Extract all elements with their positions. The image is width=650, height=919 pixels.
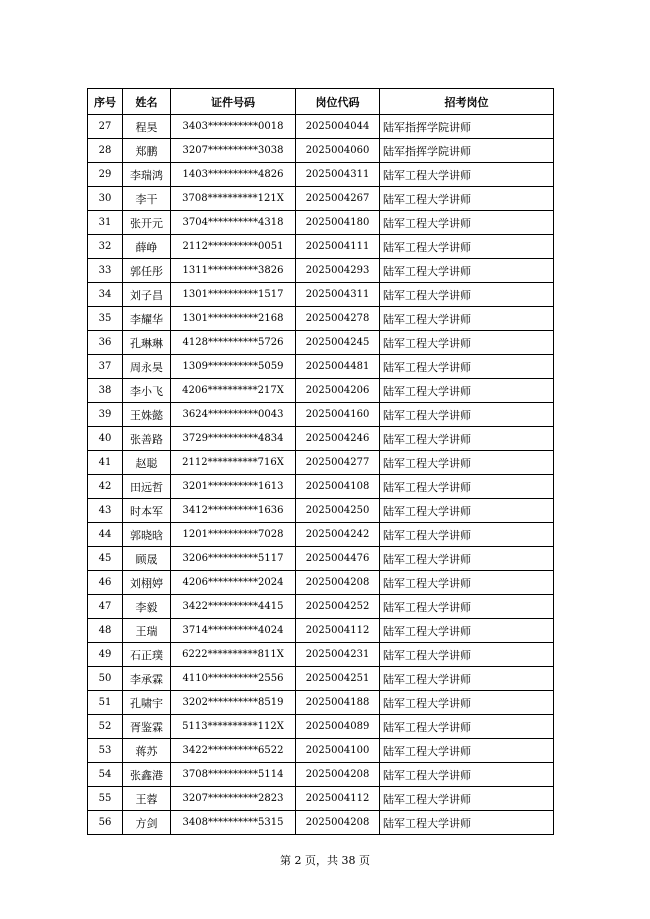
row-index: 56	[88, 811, 123, 835]
row-name: 李承霖	[123, 667, 171, 691]
row-index: 33	[88, 259, 123, 283]
row-name: 李毅	[123, 595, 171, 619]
row-index: 36	[88, 331, 123, 355]
row-index: 38	[88, 379, 123, 403]
row-index: 50	[88, 667, 123, 691]
row-name: 顾晟	[123, 547, 171, 571]
row-post-title: 陆军工程大学讲师	[380, 211, 554, 235]
row-name: 李干	[123, 187, 171, 211]
row-post-title: 陆军工程大学讲师	[380, 475, 554, 499]
row-name: 王蓉	[123, 787, 171, 811]
row-post-code: 2025004267	[296, 187, 380, 211]
table-row	[88, 235, 554, 259]
row-post-title: 陆军工程大学讲师	[380, 259, 554, 283]
row-post-title: 陆军工程大学讲师	[380, 499, 554, 523]
row-name: 郑鹏	[123, 139, 171, 163]
row-post-code: 2025004251	[296, 667, 380, 691]
row-post-title: 陆军工程大学讲师	[380, 787, 554, 811]
row-id-number: 3207**********3038	[171, 139, 296, 163]
row-name: 张鑫港	[123, 763, 171, 787]
row-post-title: 陆军工程大学讲师	[380, 283, 554, 307]
row-index: 55	[88, 787, 123, 811]
row-name: 胥鉴霖	[123, 715, 171, 739]
table-row	[88, 667, 554, 691]
row-name: 时本军	[123, 499, 171, 523]
table-row	[88, 739, 554, 763]
row-post-code: 2025004100	[296, 739, 380, 763]
row-post-code: 2025004481	[296, 355, 380, 379]
table-row	[88, 259, 554, 283]
row-id-number: 1309**********5059	[171, 355, 296, 379]
row-name: 孔啸宇	[123, 691, 171, 715]
candidate-table	[87, 88, 554, 835]
row-post-title: 陆军指挥学院讲师	[380, 139, 554, 163]
table-row	[88, 643, 554, 667]
row-id-number: 3202**********8519	[171, 691, 296, 715]
row-post-code: 2025004108	[296, 475, 380, 499]
row-post-title: 陆军工程大学讲师	[380, 163, 554, 187]
row-post-title: 陆军工程大学讲师	[380, 667, 554, 691]
row-post-code: 2025004231	[296, 643, 380, 667]
table-row	[88, 475, 554, 499]
header-name: 姓名	[123, 89, 171, 115]
row-name: 张开元	[123, 211, 171, 235]
row-id-number: 4110**********2556	[171, 667, 296, 691]
table-row	[88, 571, 554, 595]
table-row	[88, 211, 554, 235]
row-post-title: 陆军工程大学讲师	[380, 763, 554, 787]
row-name: 田远哲	[123, 475, 171, 499]
row-post-code: 2025004278	[296, 307, 380, 331]
row-post-title: 陆军工程大学讲师	[380, 691, 554, 715]
page-footer: 第 2 页，共 38 页	[280, 854, 370, 867]
row-post-code: 2025004160	[296, 403, 380, 427]
row-id-number: 3714**********4024	[171, 619, 296, 643]
row-name: 刘子昌	[123, 283, 171, 307]
row-id-number: 3201**********1613	[171, 475, 296, 499]
row-id-number: 3708**********121X	[171, 187, 296, 211]
header-index: 序号	[88, 89, 123, 115]
row-id-number: 2112**********0051	[171, 235, 296, 259]
row-id-number: 3624**********0043	[171, 403, 296, 427]
row-post-code: 2025004242	[296, 523, 380, 547]
row-id-number: 3412**********1636	[171, 499, 296, 523]
table-row	[88, 331, 554, 355]
table-row	[88, 691, 554, 715]
table-row	[88, 787, 554, 811]
row-post-code: 2025004245	[296, 331, 380, 355]
row-post-code: 2025004112	[296, 619, 380, 643]
row-index: 47	[88, 595, 123, 619]
row-name: 李小飞	[123, 379, 171, 403]
table-row	[88, 187, 554, 211]
row-post-code: 2025004111	[296, 235, 380, 259]
table-row	[88, 523, 554, 547]
row-index: 27	[88, 115, 123, 139]
row-index: 40	[88, 427, 123, 451]
row-post-title: 陆军工程大学讲师	[380, 739, 554, 763]
row-name: 石正璞	[123, 643, 171, 667]
row-id-number: 3422**********6522	[171, 739, 296, 763]
row-post-title: 陆军工程大学讲师	[380, 379, 554, 403]
row-post-code: 2025004206	[296, 379, 380, 403]
row-index: 46	[88, 571, 123, 595]
row-index: 39	[88, 403, 123, 427]
row-post-title: 陆军工程大学讲师	[380, 331, 554, 355]
row-index: 48	[88, 619, 123, 643]
row-post-title: 陆军工程大学讲师	[380, 643, 554, 667]
row-name: 李耀华	[123, 307, 171, 331]
table-header-row	[88, 89, 554, 115]
row-name: 郭晓晗	[123, 523, 171, 547]
row-index: 41	[88, 451, 123, 475]
row-post-code: 2025004311	[296, 163, 380, 187]
table-row	[88, 379, 554, 403]
row-index: 28	[88, 139, 123, 163]
header-post-title: 招考岗位	[380, 89, 554, 115]
row-index: 49	[88, 643, 123, 667]
row-post-title: 陆军工程大学讲师	[380, 619, 554, 643]
row-id-number: 6222**********811X	[171, 643, 296, 667]
table-row	[88, 619, 554, 643]
row-id-number: 3207**********2823	[171, 787, 296, 811]
row-id-number: 3206**********5117	[171, 547, 296, 571]
row-name: 蒋苏	[123, 739, 171, 763]
table-row	[88, 283, 554, 307]
table-row	[88, 499, 554, 523]
row-name: 李瑞鸿	[123, 163, 171, 187]
row-index: 43	[88, 499, 123, 523]
row-index: 52	[88, 715, 123, 739]
row-name: 薛峥	[123, 235, 171, 259]
row-id-number: 3729**********4834	[171, 427, 296, 451]
row-name: 王姝懿	[123, 403, 171, 427]
table-row	[88, 763, 554, 787]
row-name: 程昊	[123, 115, 171, 139]
table-row	[88, 811, 554, 835]
row-post-code: 2025004311	[296, 283, 380, 307]
row-id-number: 3403**********0018	[171, 115, 296, 139]
row-post-title: 陆军工程大学讲师	[380, 523, 554, 547]
row-index: 45	[88, 547, 123, 571]
row-post-title: 陆军指挥学院讲师	[380, 115, 554, 139]
row-post-title: 陆军工程大学讲师	[380, 403, 554, 427]
row-index: 51	[88, 691, 123, 715]
row-name: 王瑞	[123, 619, 171, 643]
row-post-title: 陆军工程大学讲师	[380, 235, 554, 259]
row-post-code: 2025004112	[296, 787, 380, 811]
row-post-code: 2025004188	[296, 691, 380, 715]
row-name: 周永昊	[123, 355, 171, 379]
row-index: 34	[88, 283, 123, 307]
row-post-code: 2025004208	[296, 811, 380, 835]
table-row	[88, 403, 554, 427]
row-post-code: 2025004044	[296, 115, 380, 139]
row-name: 孔琳琳	[123, 331, 171, 355]
row-post-code: 2025004252	[296, 595, 380, 619]
row-index: 54	[88, 763, 123, 787]
row-post-code: 2025004250	[296, 499, 380, 523]
table-row	[88, 115, 554, 139]
row-index: 31	[88, 211, 123, 235]
row-post-code: 2025004180	[296, 211, 380, 235]
row-id-number: 3408**********5315	[171, 811, 296, 835]
row-id-number: 4128**********5726	[171, 331, 296, 355]
row-post-title: 陆军工程大学讲师	[380, 355, 554, 379]
row-post-title: 陆军工程大学讲师	[380, 571, 554, 595]
row-post-code: 2025004246	[296, 427, 380, 451]
row-post-title: 陆军工程大学讲师	[380, 187, 554, 211]
table-row	[88, 595, 554, 619]
table-row	[88, 355, 554, 379]
row-post-code: 2025004293	[296, 259, 380, 283]
row-id-number: 1301**********2168	[171, 307, 296, 331]
row-name: 赵聪	[123, 451, 171, 475]
row-id-number: 5113**********112X	[171, 715, 296, 739]
table-row	[88, 139, 554, 163]
row-id-number: 2112**********716X	[171, 451, 296, 475]
table-row	[88, 307, 554, 331]
row-post-title: 陆军工程大学讲师	[380, 715, 554, 739]
row-id-number: 3704**********4318	[171, 211, 296, 235]
row-name: 刘栩婷	[123, 571, 171, 595]
table-row	[88, 427, 554, 451]
row-id-number: 1301**********1517	[171, 283, 296, 307]
row-id-number: 1311**********3826	[171, 259, 296, 283]
row-index: 44	[88, 523, 123, 547]
row-post-title: 陆军工程大学讲师	[380, 547, 554, 571]
row-post-title: 陆军工程大学讲师	[380, 427, 554, 451]
table-row	[88, 451, 554, 475]
row-post-code: 2025004208	[296, 571, 380, 595]
table-row	[88, 715, 554, 739]
row-post-code: 2025004089	[296, 715, 380, 739]
row-post-title: 陆军工程大学讲师	[380, 451, 554, 475]
row-id-number: 1201**********7028	[171, 523, 296, 547]
row-name: 方剑	[123, 811, 171, 835]
row-index: 35	[88, 307, 123, 331]
table-row	[88, 547, 554, 571]
row-index: 37	[88, 355, 123, 379]
row-post-code: 2025004060	[296, 139, 380, 163]
table-row	[88, 163, 554, 187]
table-body	[88, 115, 554, 835]
row-index: 53	[88, 739, 123, 763]
row-post-code: 2025004277	[296, 451, 380, 475]
row-index: 42	[88, 475, 123, 499]
header-post-code: 岗位代码	[296, 89, 380, 115]
row-name: 张善路	[123, 427, 171, 451]
row-id-number: 4206**********2024	[171, 571, 296, 595]
row-id-number: 1403**********4826	[171, 163, 296, 187]
row-name: 郭任彤	[123, 259, 171, 283]
row-index: 30	[88, 187, 123, 211]
row-post-title: 陆军工程大学讲师	[380, 811, 554, 835]
row-id-number: 3422**********4415	[171, 595, 296, 619]
row-id-number: 4206**********217X	[171, 379, 296, 403]
row-post-title: 陆军工程大学讲师	[380, 595, 554, 619]
row-post-code: 2025004208	[296, 763, 380, 787]
row-post-code: 2025004476	[296, 547, 380, 571]
row-id-number: 3708**********5114	[171, 763, 296, 787]
header-id-number: 证件号码	[171, 89, 296, 115]
row-post-title: 陆军工程大学讲师	[380, 307, 554, 331]
row-index: 29	[88, 163, 123, 187]
row-index: 32	[88, 235, 123, 259]
